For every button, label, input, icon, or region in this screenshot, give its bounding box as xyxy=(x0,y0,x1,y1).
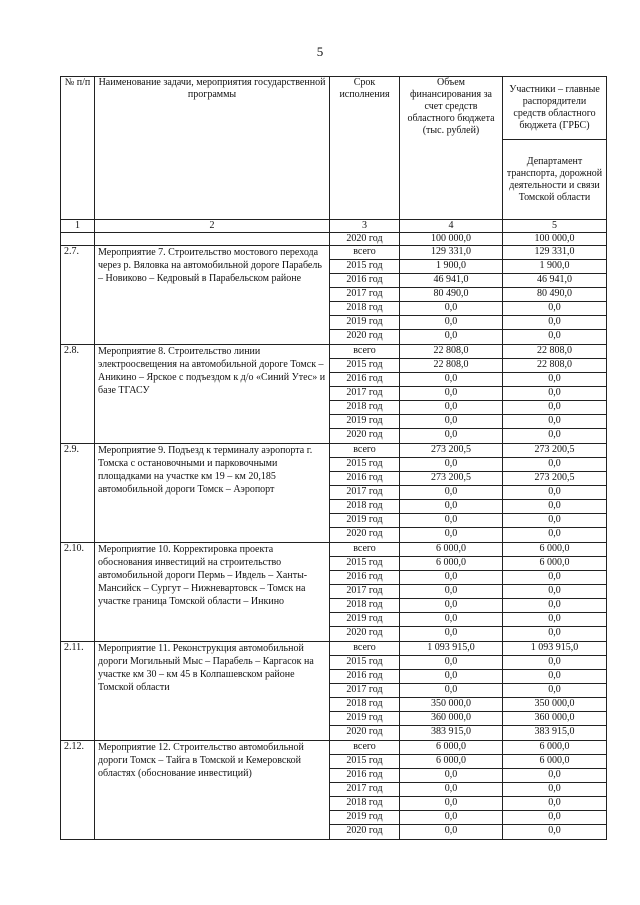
volume-cell: 46 941,0 xyxy=(400,274,503,288)
period-cell: 2018 год xyxy=(330,401,400,415)
dept-cell: 129 331,0 xyxy=(503,246,607,260)
dept-cell: 0,0 xyxy=(503,825,607,840)
dept-cell: 273 200,5 xyxy=(503,444,607,458)
dept-cell: 0,0 xyxy=(503,415,607,429)
volume-cell: 0,0 xyxy=(400,458,503,472)
volume-cell: 0,0 xyxy=(400,486,503,500)
volume-cell: 0,0 xyxy=(400,429,503,444)
task-name: Мероприятие 10. Корректировка проекта обоснования инвестиций на строительство автомобильной дороги Пермь – Ивдель – Ханты-Мансийск – Сургут – Нижневартовск – Томск на участке граница Томской области – Инкино xyxy=(95,543,330,642)
period-cell: 2017 год xyxy=(330,288,400,302)
period-cell: 2017 год xyxy=(330,684,400,698)
period-cell: 2015 год xyxy=(330,359,400,373)
dept-cell: 0,0 xyxy=(503,585,607,599)
index-cell: 5 xyxy=(503,220,607,233)
period-cell: 2016 год xyxy=(330,373,400,387)
dept-cell: 0,0 xyxy=(503,373,607,387)
dept-cell: 0,0 xyxy=(503,656,607,670)
dept-cell: 100 000,0 xyxy=(503,233,607,246)
header-period: Срок исполнения xyxy=(330,77,400,220)
header-department: Департамент транспорта, дорожной деятельности и связи Томской области xyxy=(503,140,607,220)
volume-cell: 0,0 xyxy=(400,613,503,627)
volume-cell: 0,0 xyxy=(400,825,503,840)
volume-cell: 0,0 xyxy=(400,316,503,330)
period-cell: 2019 год xyxy=(330,811,400,825)
dept-cell: 6 000,0 xyxy=(503,755,607,769)
dept-cell: 0,0 xyxy=(503,500,607,514)
period-cell: 2016 год xyxy=(330,274,400,288)
volume-cell: 273 200,5 xyxy=(400,472,503,486)
period-cell: 2019 год xyxy=(330,415,400,429)
volume-cell: 360 000,0 xyxy=(400,712,503,726)
volume-cell: 6 000,0 xyxy=(400,741,503,755)
dept-cell: 0,0 xyxy=(503,811,607,825)
period-cell: 2017 год xyxy=(330,585,400,599)
volume-cell: 0,0 xyxy=(400,670,503,684)
period-cell: 2020 год xyxy=(330,528,400,543)
volume-cell: 0,0 xyxy=(400,528,503,543)
period-cell: 2019 год xyxy=(330,316,400,330)
volume-cell: 0,0 xyxy=(400,585,503,599)
page-number: 5 xyxy=(316,44,324,59)
volume-cell: 22 808,0 xyxy=(400,359,503,373)
task-name: Мероприятие 9. Подъезд к терминалу аэропорта г. Томска с остановочными и парковочными площадками на участке км 19 – км 20,185 автомобильной дороги Томск – Аэропорт xyxy=(95,444,330,543)
period-cell: всего xyxy=(330,246,400,260)
period-cell: 2018 год xyxy=(330,302,400,316)
period-cell: 2018 год xyxy=(330,500,400,514)
period-cell: 2015 год xyxy=(330,557,400,571)
volume-cell: 80 490,0 xyxy=(400,288,503,302)
row-number: 2.11. xyxy=(61,642,95,741)
header-name: Наименование задачи, мероприятия государственной программы xyxy=(95,77,330,220)
dept-cell: 6 000,0 xyxy=(503,557,607,571)
index-cell: 3 xyxy=(330,220,400,233)
volume-cell: 6 000,0 xyxy=(400,543,503,557)
dept-cell: 0,0 xyxy=(503,769,607,783)
task-name: Мероприятие 12. Строительство автомобильной дороги Томск – Тайга в Томской и Кемеровской областях (обоснование инвестиций) xyxy=(95,741,330,840)
dept-cell: 6 000,0 xyxy=(503,741,607,755)
period-cell: 2016 год xyxy=(330,571,400,585)
period-cell: 2020 год xyxy=(330,429,400,444)
dept-cell: 46 941,0 xyxy=(503,274,607,288)
volume-cell: 129 331,0 xyxy=(400,246,503,260)
dept-cell: 0,0 xyxy=(503,429,607,444)
dept-cell: 0,0 xyxy=(503,316,607,330)
dept-cell: 0,0 xyxy=(503,302,607,316)
period-cell: всего xyxy=(330,444,400,458)
dept-cell: 80 490,0 xyxy=(503,288,607,302)
period-cell: 2016 год xyxy=(330,472,400,486)
carry-row xyxy=(61,233,607,246)
period-cell: всего xyxy=(330,741,400,755)
dept-cell: 0,0 xyxy=(503,528,607,543)
dept-cell: 22 808,0 xyxy=(503,359,607,373)
dept-cell: 0,0 xyxy=(503,486,607,500)
volume-cell: 0,0 xyxy=(400,514,503,528)
dept-cell: 0,0 xyxy=(503,387,607,401)
index-cell: 4 xyxy=(400,220,503,233)
period-cell: 2020 год xyxy=(330,233,400,246)
header-num: № п/п xyxy=(61,77,95,220)
dept-cell: 0,0 xyxy=(503,571,607,585)
dept-cell: 0,0 xyxy=(503,797,607,811)
volume-cell: 0,0 xyxy=(400,769,503,783)
header-participants: Участники – главные распорядители средств областного бюджета (ГРБС) xyxy=(503,77,607,140)
period-cell: 2019 год xyxy=(330,514,400,528)
period-cell: всего xyxy=(330,543,400,557)
period-cell: 2015 год xyxy=(330,260,400,274)
row-number: 2.10. xyxy=(61,543,95,642)
volume-cell: 6 000,0 xyxy=(400,557,503,571)
dept-cell: 360 000,0 xyxy=(503,712,607,726)
dept-cell: 0,0 xyxy=(503,783,607,797)
task-name: Мероприятие 11. Реконструкция автомобильной дороги Могильный Мыс – Парабель – Каргасок на участке км 30 – км 45 в Колпашевском районе Томской области xyxy=(95,642,330,741)
dept-cell: 1 093 915,0 xyxy=(503,642,607,656)
period-cell: 2016 год xyxy=(330,769,400,783)
period-cell: 2020 год xyxy=(330,825,400,840)
period-cell: 2018 год xyxy=(330,599,400,613)
dept-cell: 1 900,0 xyxy=(503,260,607,274)
empty-cell xyxy=(95,233,330,246)
volume-cell: 0,0 xyxy=(400,373,503,387)
funding-table xyxy=(60,76,607,840)
table-row xyxy=(61,543,607,557)
volume-cell: 383 915,0 xyxy=(400,726,503,741)
dept-cell: 0,0 xyxy=(503,670,607,684)
dept-cell: 0,0 xyxy=(503,514,607,528)
dept-cell: 0,0 xyxy=(503,599,607,613)
volume-cell: 0,0 xyxy=(400,387,503,401)
period-cell: 2017 год xyxy=(330,486,400,500)
volume-cell: 1 093 915,0 xyxy=(400,642,503,656)
period-cell: 2018 год xyxy=(330,698,400,712)
table-row xyxy=(61,345,607,359)
dept-cell: 0,0 xyxy=(503,613,607,627)
dept-cell: 6 000,0 xyxy=(503,543,607,557)
table-row xyxy=(61,642,607,656)
header-row xyxy=(61,77,607,140)
volume-cell: 0,0 xyxy=(400,330,503,345)
index-cell: 1 xyxy=(61,220,95,233)
volume-cell: 0,0 xyxy=(400,415,503,429)
row-number: 2.8. xyxy=(61,345,95,444)
dept-cell: 0,0 xyxy=(503,330,607,345)
volume-cell: 0,0 xyxy=(400,783,503,797)
period-cell: 2019 год xyxy=(330,712,400,726)
dept-cell: 350 000,0 xyxy=(503,698,607,712)
period-cell: 2018 год xyxy=(330,797,400,811)
volume-cell: 0,0 xyxy=(400,797,503,811)
table-row xyxy=(61,246,607,260)
row-number: 2.7. xyxy=(61,246,95,345)
period-cell: всего xyxy=(330,642,400,656)
table-row xyxy=(61,741,607,755)
header-volume: Объем финансирования за счет средств областного бюджета (тыс. рублей) xyxy=(400,77,503,220)
period-cell: 2019 год xyxy=(330,613,400,627)
index-row xyxy=(61,220,607,233)
volume-cell: 0,0 xyxy=(400,302,503,316)
task-name: Мероприятие 7. Строительство мостового перехода через р. Вяловка на автомобильной дороге Парабель – Новиково – Кедровый в Парабельском районе xyxy=(95,246,330,345)
period-cell: 2020 год xyxy=(330,726,400,741)
volume-cell: 22 808,0 xyxy=(400,345,503,359)
period-cell: 2020 год xyxy=(330,627,400,642)
row-number: 2.12. xyxy=(61,741,95,840)
dept-cell: 0,0 xyxy=(503,627,607,642)
volume-cell: 0,0 xyxy=(400,684,503,698)
row-number: 2.9. xyxy=(61,444,95,543)
period-cell: 2016 год xyxy=(330,670,400,684)
period-cell: 2017 год xyxy=(330,387,400,401)
period-cell: 2015 год xyxy=(330,458,400,472)
volume-cell: 273 200,5 xyxy=(400,444,503,458)
index-cell: 2 xyxy=(95,220,330,233)
dept-cell: 0,0 xyxy=(503,684,607,698)
volume-cell: 0,0 xyxy=(400,401,503,415)
period-cell: 2020 год xyxy=(330,330,400,345)
task-name: Мероприятие 8. Строительство линии электроосвещения на автомобильной дороге Томск – Аникино – Ярское с подъездом к д/о «Синий Утес» и базе ТГАСУ xyxy=(95,345,330,444)
dept-cell: 22 808,0 xyxy=(503,345,607,359)
volume-cell: 0,0 xyxy=(400,571,503,585)
dept-cell: 0,0 xyxy=(503,401,607,415)
empty-cell xyxy=(61,233,95,246)
volume-cell: 1 900,0 xyxy=(400,260,503,274)
volume-cell: 0,0 xyxy=(400,599,503,613)
dept-cell: 273 200,5 xyxy=(503,472,607,486)
volume-cell: 0,0 xyxy=(400,627,503,642)
dept-cell: 0,0 xyxy=(503,458,607,472)
volume-cell: 6 000,0 xyxy=(400,755,503,769)
period-cell: всего xyxy=(330,345,400,359)
volume-cell: 0,0 xyxy=(400,811,503,825)
volume-cell: 100 000,0 xyxy=(400,233,503,246)
volume-cell: 350 000,0 xyxy=(400,698,503,712)
table-row xyxy=(61,444,607,458)
volume-cell: 0,0 xyxy=(400,500,503,514)
dept-cell: 383 915,0 xyxy=(503,726,607,741)
period-cell: 2015 год xyxy=(330,656,400,670)
volume-cell: 0,0 xyxy=(400,656,503,670)
period-cell: 2015 год xyxy=(330,755,400,769)
period-cell: 2017 год xyxy=(330,783,400,797)
